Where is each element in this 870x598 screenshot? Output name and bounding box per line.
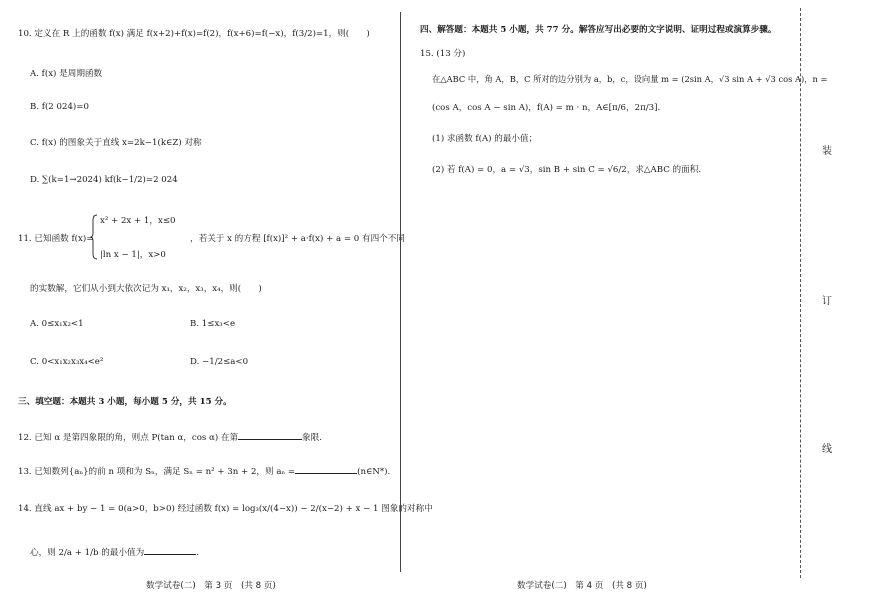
q11-option-c: C. 0<x₁x₂x₃x₄<e²	[30, 357, 104, 367]
q12	[18, 430, 322, 444]
q11-stem-a: 11. 已知函数 f(x)=	[18, 234, 94, 244]
q15-line-1: 在△ABC 中，角 A，B，C 所对的边分别为 a，b，c，设向量 m = (2sin A，√3 sin A + √3 cos A)，n =	[432, 74, 828, 84]
binding-char-ding: 订	[822, 296, 832, 307]
q15-heading: 15. (13 分)	[420, 49, 466, 59]
binding-char-xian: 线	[822, 444, 832, 455]
q11-stem-c: 的实数解，它们从小到大依次记为 x₁，x₂，x₃，x₄，则( )	[30, 284, 262, 294]
q10-option-d: D. ∑(k=1→2024) kf(k−1/2)=2 024	[30, 175, 178, 185]
q12-text-b: 象限.	[302, 433, 323, 443]
q14-line-1: 14. 直线 ax + by − 1 = 0(a>0，b>0) 经过函数 f(x) = log₃(x/(4−x)) − 2/(x−2) + x − 1 图象的对称中	[18, 504, 433, 514]
piecewise-brace	[90, 214, 98, 260]
q13-text-b: (n∈N*).	[357, 467, 391, 477]
left-page-footer: 数学试卷(二) 第 3 页 (共 8 页)	[146, 581, 276, 591]
q14-answer-blank[interactable]	[144, 545, 196, 555]
q13-answer-blank[interactable]	[295, 464, 357, 474]
q10-option-b: B. f(2 024)=0	[30, 102, 89, 112]
q11-option-a: A. 0≤x₁x₂<1	[30, 319, 84, 329]
column-divider	[400, 12, 401, 572]
binding-char-zhuang: 装	[822, 146, 832, 157]
q11-piece-2: |ln x − 1|，x>0	[100, 250, 166, 260]
section-4-heading: 四、解答题：本题共 5 小题，共 77 分。解答应写出必要的文字说明、证明过程或演算步骤。	[420, 25, 777, 35]
q10-stem: 10. 定义在 R 上的函数 f(x) 满足 f(x+2)+f(x)=f(2)，f(x+6)=f(−x)，f(3/2)=1，则( )	[18, 29, 370, 39]
q14-line-2	[30, 545, 199, 559]
q11-option-b: B. 1≤x₃<e	[190, 319, 236, 329]
q13	[18, 464, 390, 478]
q15-part-2: (2) 若 f(A) = 0，a = √3，sin B + sin C = √6/2，求△ABC 的面积.	[432, 165, 702, 175]
q15-line-2: (cos A，cos A − sin A)，f(A) = m · n，A∈[π/6，2π/3].	[432, 103, 661, 113]
binding-line	[800, 8, 801, 578]
q11-stem-b: ，若关于 x 的方程 [f(x)]² + a·f(x) + a = 0 有四个不同	[190, 234, 405, 244]
q14-text-c: .	[196, 548, 199, 558]
q11-option-d: D. −1/2≤a<0	[190, 357, 249, 367]
section-3-heading: 三、填空题：本题共 3 小题，每小题 5 分，共 15 分。	[18, 397, 232, 407]
q13-text-a: 13. 已知数列{aₙ}的前 n 项和为 Sₙ，满足 Sₙ = n² + 3n + 2，则 aₙ =	[18, 467, 296, 477]
q12-answer-blank[interactable]	[238, 430, 302, 440]
q10-option-c: C. f(x) 的图象关于直线 x=2k−1(k∈Z) 对称	[30, 138, 202, 148]
q10-option-a: A. f(x) 是周期函数	[30, 69, 103, 79]
q11-piece-1: x² + 2x + 1，x≤0	[100, 216, 176, 226]
q15-part-1: (1) 求函数 f(A) 的最小值；	[432, 134, 538, 144]
right-page-footer: 数学试卷(二) 第 4 页 (共 8 页)	[517, 581, 647, 591]
q14-text-b: 心，则 2/a + 1/b 的最小值为	[30, 548, 145, 558]
q12-text-a: 12. 已知 α 是第四象限的角，则点 P(tan α，cos α) 在第	[18, 433, 239, 443]
